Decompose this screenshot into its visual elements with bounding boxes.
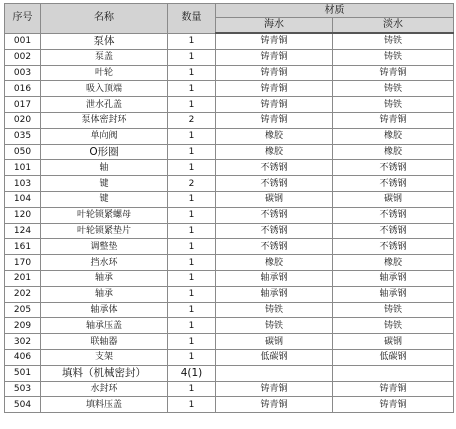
cell-freshwater: 轴承钢 (333, 286, 454, 302)
table-row (5, 112, 454, 128)
cell-no: 003 (5, 65, 41, 81)
cell-name: 泵体 (41, 33, 168, 49)
cell-qty: 1 (168, 318, 216, 334)
cell-name: 轴承 (41, 270, 168, 286)
cell-no: 302 (5, 334, 41, 350)
cell-freshwater: 轴承钢 (333, 270, 454, 286)
cell-seawater: 轴承钢 (216, 286, 333, 302)
cell-no: 016 (5, 81, 41, 97)
cell-seawater: 不锈钢 (216, 160, 333, 176)
table-row (5, 207, 454, 223)
cell-qty: 1 (168, 81, 216, 97)
cell-seawater: 铸青铜 (216, 81, 333, 97)
table-row (5, 318, 454, 334)
cell-no: 103 (5, 176, 41, 192)
header-name: 名称 (41, 4, 168, 34)
cell-freshwater: 低碳钢 (333, 349, 454, 365)
cell-seawater: 轴承钢 (216, 270, 333, 286)
cell-no: 161 (5, 239, 41, 255)
cell-qty: 1 (168, 397, 216, 413)
cell-freshwater: 橡胶 (333, 255, 454, 271)
cell-seawater: 不锈钢 (216, 223, 333, 239)
header-freshwater: 淡水 (333, 18, 454, 34)
cell-freshwater: 铸铁 (333, 33, 454, 49)
cell-no: 503 (5, 381, 41, 397)
cell-qty: 1 (168, 144, 216, 160)
cell-qty: 1 (168, 49, 216, 65)
cell-name: 键 (41, 191, 168, 207)
cell-qty: 1 (168, 255, 216, 271)
cell-no: 002 (5, 49, 41, 65)
cell-qty: 2 (168, 176, 216, 192)
header-material: 材质 (216, 4, 454, 18)
cell-qty: 1 (168, 191, 216, 207)
cell-freshwater: 不锈钢 (333, 239, 454, 255)
cell-qty: 1 (168, 65, 216, 81)
cell-name: 叶轮锁紧垫片 (41, 223, 168, 239)
cell-no: 124 (5, 223, 41, 239)
cell-no: 101 (5, 160, 41, 176)
cell-no: 205 (5, 302, 41, 318)
cell-freshwater: 碳钢 (333, 191, 454, 207)
cell-name: 泵体密封环 (41, 112, 168, 128)
cell-qty: 1 (168, 286, 216, 302)
table-row (5, 381, 454, 397)
cell-qty: 4(1) (168, 365, 216, 381)
table-header (5, 4, 454, 34)
cell-name: O形圈 (41, 144, 168, 160)
cell-qty: 1 (168, 270, 216, 286)
cell-freshwater: 不锈钢 (333, 223, 454, 239)
cell-name: 轴承 (41, 286, 168, 302)
cell-seawater: 碳钢 (216, 191, 333, 207)
cell-qty: 1 (168, 223, 216, 239)
cell-freshwater: 不锈钢 (333, 176, 454, 192)
cell-seawater: 不锈钢 (216, 207, 333, 223)
cell-name: 轴 (41, 160, 168, 176)
cell-name: 调整垫 (41, 239, 168, 255)
cell-name: 轴承体 (41, 302, 168, 318)
cell-name: 叶轮锁紧螺母 (41, 207, 168, 223)
cell-seawater: 铸青铜 (216, 49, 333, 65)
cell-no: 501 (5, 365, 41, 381)
cell-no: 120 (5, 207, 41, 223)
cell-freshwater: 铸铁 (333, 302, 454, 318)
cell-qty: 1 (168, 334, 216, 350)
table-row (5, 239, 454, 255)
cell-qty: 1 (168, 207, 216, 223)
cell-freshwater: 铸铁 (333, 318, 454, 334)
cell-seawater: 碳钢 (216, 334, 333, 350)
parts-material-table (4, 3, 454, 413)
cell-no: 035 (5, 128, 41, 144)
header-no: 序号 (5, 4, 41, 34)
cell-seawater: 铸青铜 (216, 65, 333, 81)
cell-name: 水封环 (41, 381, 168, 397)
cell-qty: 1 (168, 160, 216, 176)
cell-qty: 1 (168, 349, 216, 365)
table-row (5, 255, 454, 271)
cell-freshwater: 铸铁 (333, 49, 454, 65)
cell-no: 017 (5, 97, 41, 113)
cell-name: 填料压盖 (41, 397, 168, 413)
table-row (5, 49, 454, 65)
cell-freshwater: 碳钢 (333, 334, 454, 350)
cell-name: 键 (41, 176, 168, 192)
cell-seawater: 低碳钢 (216, 349, 333, 365)
table-body (5, 33, 454, 413)
cell-name: 轴承压盖 (41, 318, 168, 334)
cell-no: 050 (5, 144, 41, 160)
cell-qty: 1 (168, 239, 216, 255)
cell-name: 泄水孔盖 (41, 97, 168, 113)
cell-no: 202 (5, 286, 41, 302)
cell-qty: 1 (168, 97, 216, 113)
cell-seawater: 橡胶 (216, 144, 333, 160)
cell-name: 支架 (41, 349, 168, 365)
header-seawater: 海水 (216, 18, 333, 34)
cell-no: 170 (5, 255, 41, 271)
cell-qty: 1 (168, 381, 216, 397)
table-row (5, 286, 454, 302)
cell-freshwater: 铸青铜 (333, 112, 454, 128)
cell-name: 泵盖 (41, 49, 168, 65)
cell-seawater: 橡胶 (216, 128, 333, 144)
table-row (5, 81, 454, 97)
cell-seawater: 橡胶 (216, 255, 333, 271)
cell-freshwater: 不锈钢 (333, 160, 454, 176)
cell-freshwater: 铸青铜 (333, 397, 454, 413)
cell-name: 填料（机械密封） (41, 365, 168, 381)
cell-seawater: 铸铁 (216, 302, 333, 318)
cell-name: 挡水环 (41, 255, 168, 271)
cell-qty: 1 (168, 128, 216, 144)
table-row (5, 128, 454, 144)
cell-name: 叶轮 (41, 65, 168, 81)
table-row (5, 65, 454, 81)
cell-no: 504 (5, 397, 41, 413)
table-row (5, 270, 454, 286)
table-row (5, 160, 454, 176)
cell-no: 209 (5, 318, 41, 334)
table-row (5, 349, 454, 365)
table-row (5, 302, 454, 318)
cell-seawater: 铸青铜 (216, 97, 333, 113)
cell-seawater: 不锈钢 (216, 176, 333, 192)
cell-no: 406 (5, 349, 41, 365)
table-row (5, 223, 454, 239)
table-row (5, 144, 454, 160)
table-row (5, 191, 454, 207)
cell-freshwater (333, 365, 454, 381)
cell-no: 001 (5, 33, 41, 49)
header-qty: 数量 (168, 4, 216, 34)
cell-seawater: 铸青铜 (216, 397, 333, 413)
cell-seawater: 铸青铜 (216, 33, 333, 49)
cell-name: 吸入顶端 (41, 81, 168, 97)
cell-seawater (216, 365, 333, 381)
table-row (5, 397, 454, 413)
cell-freshwater: 铸青铜 (333, 65, 454, 81)
cell-freshwater: 铸铁 (333, 81, 454, 97)
cell-freshwater: 不锈钢 (333, 207, 454, 223)
table-row (5, 33, 454, 49)
table-row (5, 365, 454, 381)
table-row (5, 97, 454, 113)
cell-freshwater: 橡胶 (333, 144, 454, 160)
cell-name: 联轴器 (41, 334, 168, 350)
table-row (5, 176, 454, 192)
cell-name: 单向阀 (41, 128, 168, 144)
cell-seawater: 铸青铜 (216, 381, 333, 397)
table-row (5, 334, 454, 350)
cell-freshwater: 铸铁 (333, 97, 454, 113)
cell-seawater: 铸青铜 (216, 112, 333, 128)
cell-qty: 2 (168, 112, 216, 128)
parts-material-table-sheet (4, 3, 454, 413)
cell-seawater: 铸铁 (216, 318, 333, 334)
cell-qty: 1 (168, 302, 216, 318)
cell-no: 201 (5, 270, 41, 286)
cell-seawater: 不锈钢 (216, 239, 333, 255)
cell-freshwater: 铸青铜 (333, 381, 454, 397)
cell-qty: 1 (168, 33, 216, 49)
cell-freshwater: 橡胶 (333, 128, 454, 144)
cell-no: 104 (5, 191, 41, 207)
cell-no: 020 (5, 112, 41, 128)
